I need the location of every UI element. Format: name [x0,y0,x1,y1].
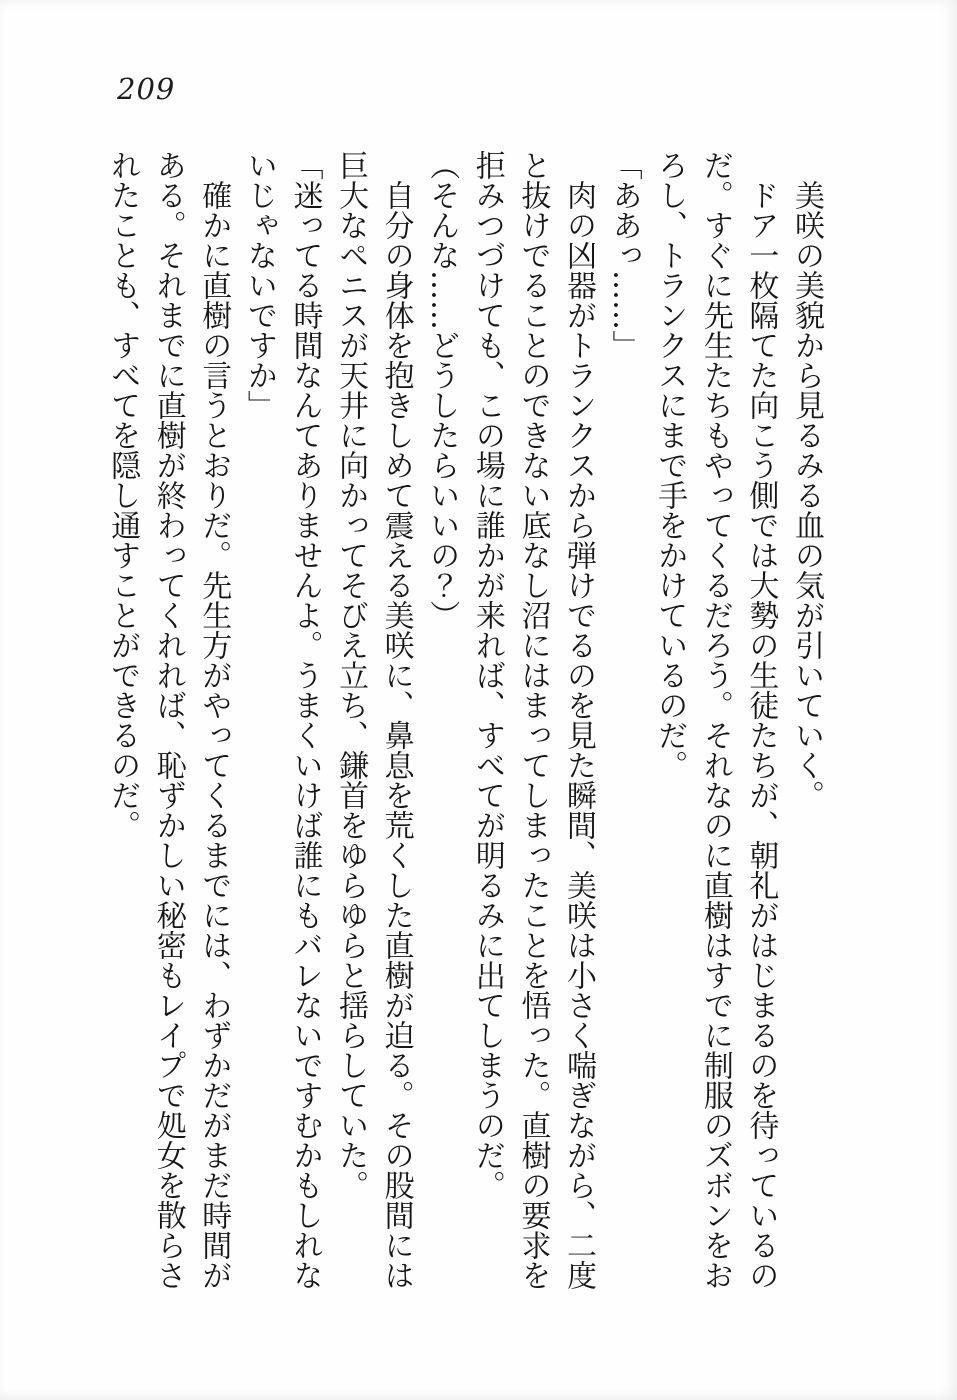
narration-paragraph: 確かに直樹の言うとおりだ。先生方がやってくるまでには、わずかだがまだ時間がある。それまでに直樹が終わってくれれば、恥ずかしい秘密もレイプで処女を散らされたことも、すべてを隠し通すことができるのだ。 [105,150,232,1290]
narration-paragraph: 美咲の美貌から見るみる血の気が引いていく。 [789,180,824,810]
dialogue-paragraph: 「ああっ……」 [606,150,642,360]
narration-paragraph: 肉の凶器がトランクスから弾けでるのを見た瞬間、美咲は小さく喘ぎながら、二度と抜けでることのできない底なし沼にはまってしまったことを悟った。直樹の要求を拒みつづけても、この場に誰かが来れば、すべてが明るみに出てしまうのだ。 [469,150,597,1290]
narration-paragraph: ドア一枚隔てた向こう側では大勢の生徒たちが、朝礼がはじまるのを待っているのだ。すぐに先生たちもやってくるだろう。それなのに直樹はすでに制服のズボンをおろし、トランクスにまで手をかけているのだ。 [652,150,779,1290]
dialogue-paragraph: 「迷ってる時間なんてありませんよ。うまくいけば誰にもバレないですむかもしれないじゃないですか」 [241,150,323,1290]
thought-paragraph: （そんな……どうしたらいいの？） [424,150,460,630]
narration-paragraph: 自分の身体を抱きしめて震える美咲に、鼻息を荒くした直樹が迫る。その股間には巨大なペニスが天井に向かってそびえ立ち、鎌首をゆらゆらと揺らしていた。 [333,150,414,1290]
vertical-text-body [99,150,829,1296]
page-number: 209 [117,72,176,106]
